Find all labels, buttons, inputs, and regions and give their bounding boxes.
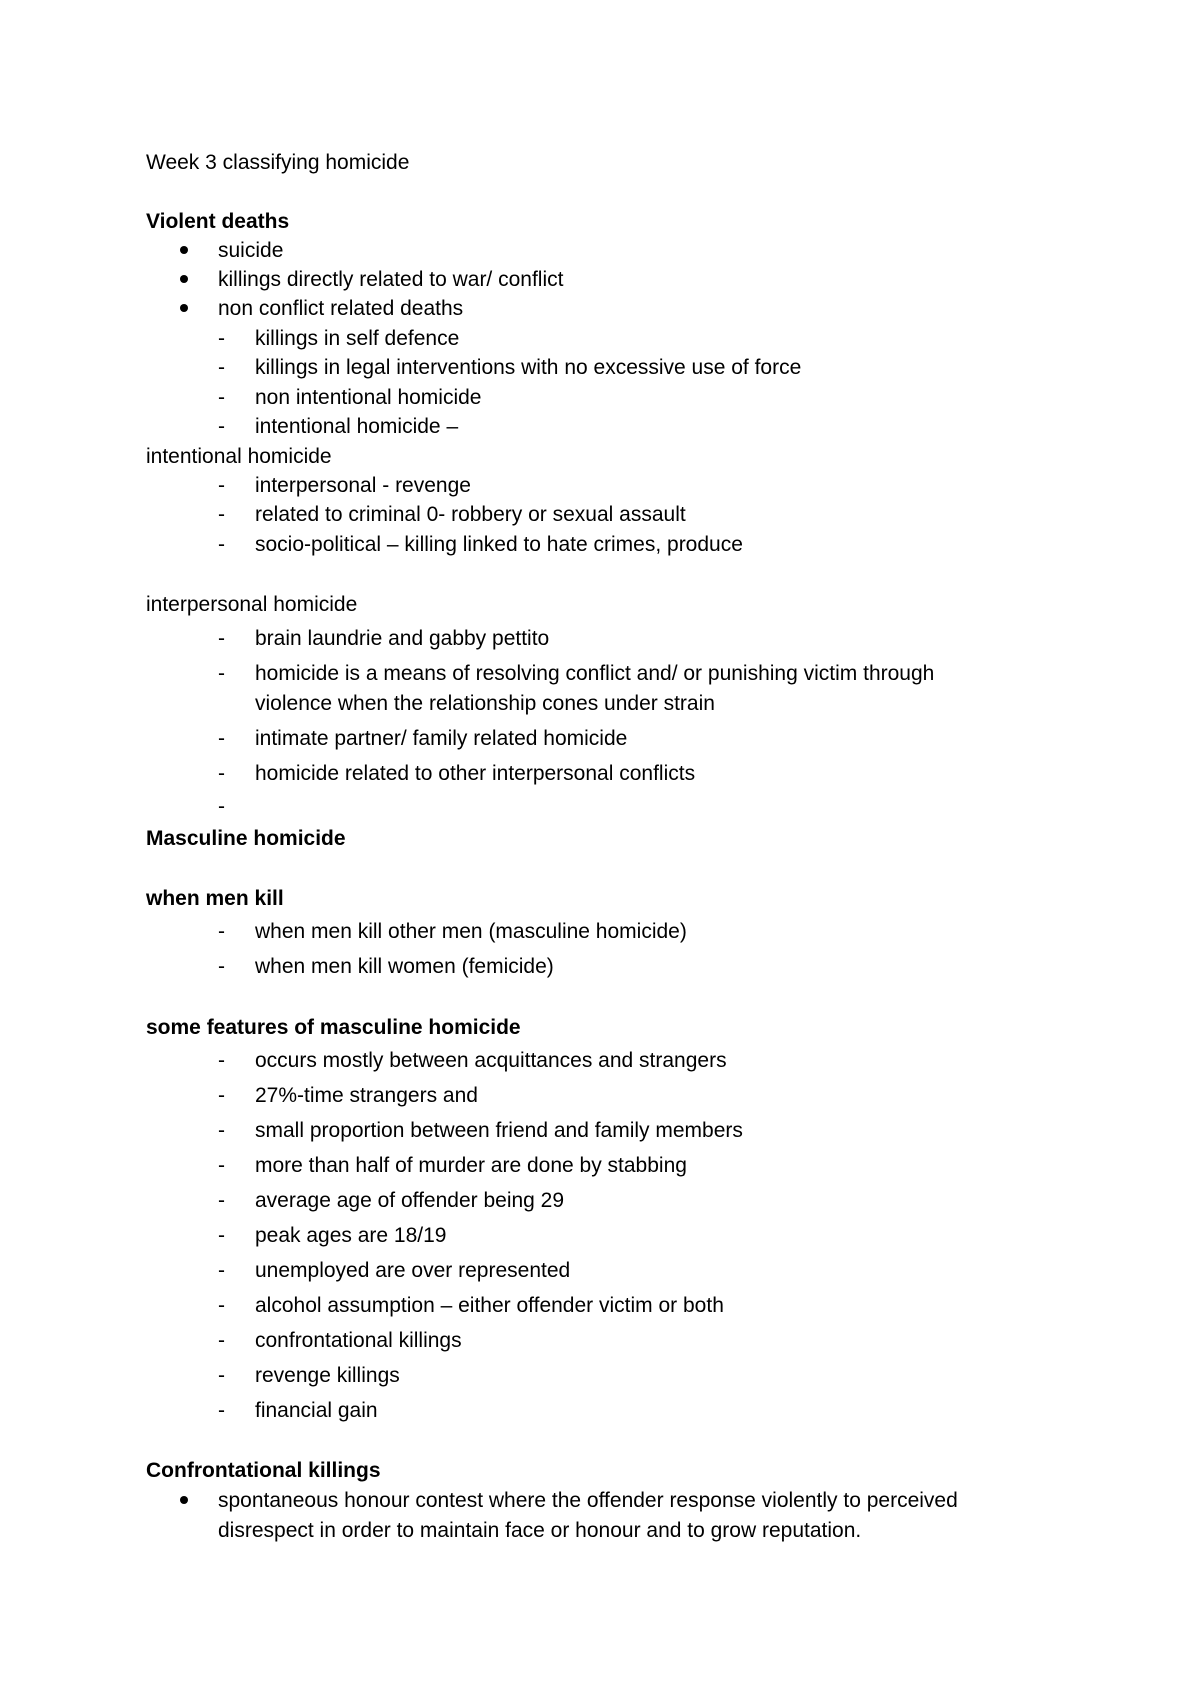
dash-marker: - (218, 1189, 225, 1212)
list-item: - when men kill other men (masculine homicide) (218, 920, 687, 943)
heading-confrontational-killings: Confrontational killings (146, 1459, 381, 1482)
dash-marker: - (218, 327, 225, 350)
list-item: - intimate partner/ family related homicide (218, 727, 628, 750)
list-item: - revenge killings (218, 1364, 400, 1387)
dash-marker: - (218, 1399, 225, 1422)
list-item: - socio-political – killing linked to hate crimes, produce (218, 533, 743, 556)
dash-marker: - (218, 1224, 225, 1247)
dash-marker: - (218, 1329, 225, 1352)
dash-marker: - (218, 386, 225, 409)
list-item-continuation: disrespect in order to maintain face or honour and to grow reputation. (218, 1519, 862, 1542)
list-item: - brain laundrie and gabby pettito (218, 627, 550, 650)
list-item: - financial gain (218, 1399, 378, 1422)
document-title: Week 3 classifying homicide (146, 151, 410, 174)
list-item: killings directly related to war/ conflict (180, 269, 563, 290)
dash-marker: - (218, 356, 225, 379)
list-item: - 27%-time strangers and (218, 1084, 478, 1107)
heading-features-masculine-homicide: some features of masculine homicide (146, 1016, 521, 1039)
list-item: - unemployed are over represented (218, 1259, 571, 1282)
list-item: - killings in legal interventions with no excessive use of force (218, 356, 802, 379)
list-item: - homicide related to other interpersonal conflicts (218, 762, 696, 785)
list-item: - intentional homicide – (218, 415, 459, 438)
heading-interpersonal-homicide: interpersonal homicide (146, 593, 358, 616)
list-item (218, 796, 255, 817)
dash-marker: - (218, 533, 225, 556)
list-item: - alcohol assumption – either offender victim or both (218, 1294, 724, 1317)
heading-when-men-kill: when men kill (146, 887, 284, 910)
dash-marker: - (218, 627, 225, 650)
list-item: suicide (180, 240, 283, 261)
dash-marker: - (218, 474, 225, 497)
dash-marker: - (218, 1259, 225, 1282)
list-item: - confrontational killings (218, 1329, 462, 1352)
list-item: - small proportion between friend and family members (218, 1119, 743, 1142)
dash-marker: - (218, 920, 225, 943)
bullet-icon (180, 246, 188, 254)
list-item: - when men kill women (femicide) (218, 955, 554, 978)
dash-marker: - (218, 1119, 225, 1142)
list-item: non conflict related deaths (180, 298, 463, 319)
bullet-icon (180, 304, 188, 312)
list-item: - more than half of murder are done by stabbing (218, 1154, 687, 1177)
dash-marker: - (218, 1049, 225, 1072)
dash-marker: - (218, 727, 225, 750)
list-item: - occurs mostly between acquittances and strangers (218, 1049, 727, 1072)
list-item: - interpersonal - revenge (218, 474, 471, 497)
dash-marker: - (218, 662, 225, 685)
bullet-icon (180, 1496, 188, 1504)
list-item: - homicide is a means of resolving conflict and/ or punishing victim through (218, 662, 935, 685)
dash-marker: - (218, 955, 225, 978)
dash-marker: - (218, 762, 225, 785)
list-item: - average age of offender being 29 (218, 1189, 565, 1212)
list-item: - related to criminal 0- robbery or sexual assault (218, 503, 686, 526)
dash-marker: - (218, 503, 225, 526)
dash-marker: - (218, 1364, 225, 1387)
list-item: spontaneous honour contest where the offender response violently to perceived (180, 1490, 958, 1511)
dash-marker: - (218, 1084, 225, 1107)
dash-marker: - (218, 1294, 225, 1317)
dash-marker: - (218, 1154, 225, 1177)
dash-marker: - (218, 795, 225, 818)
bullet-icon (180, 275, 188, 283)
list-item: - non intentional homicide (218, 386, 482, 409)
heading-violent-deaths: Violent deaths (146, 210, 290, 233)
heading-intentional-homicide: intentional homicide (146, 445, 332, 468)
list-item-continuation: violence when the relationship cones under strain (255, 692, 715, 715)
list-item: - killings in self defence (218, 327, 460, 350)
dash-marker: - (218, 415, 225, 438)
list-item: - peak ages are 18/19 (218, 1224, 447, 1247)
heading-masculine-homicide: Masculine homicide (146, 827, 346, 850)
